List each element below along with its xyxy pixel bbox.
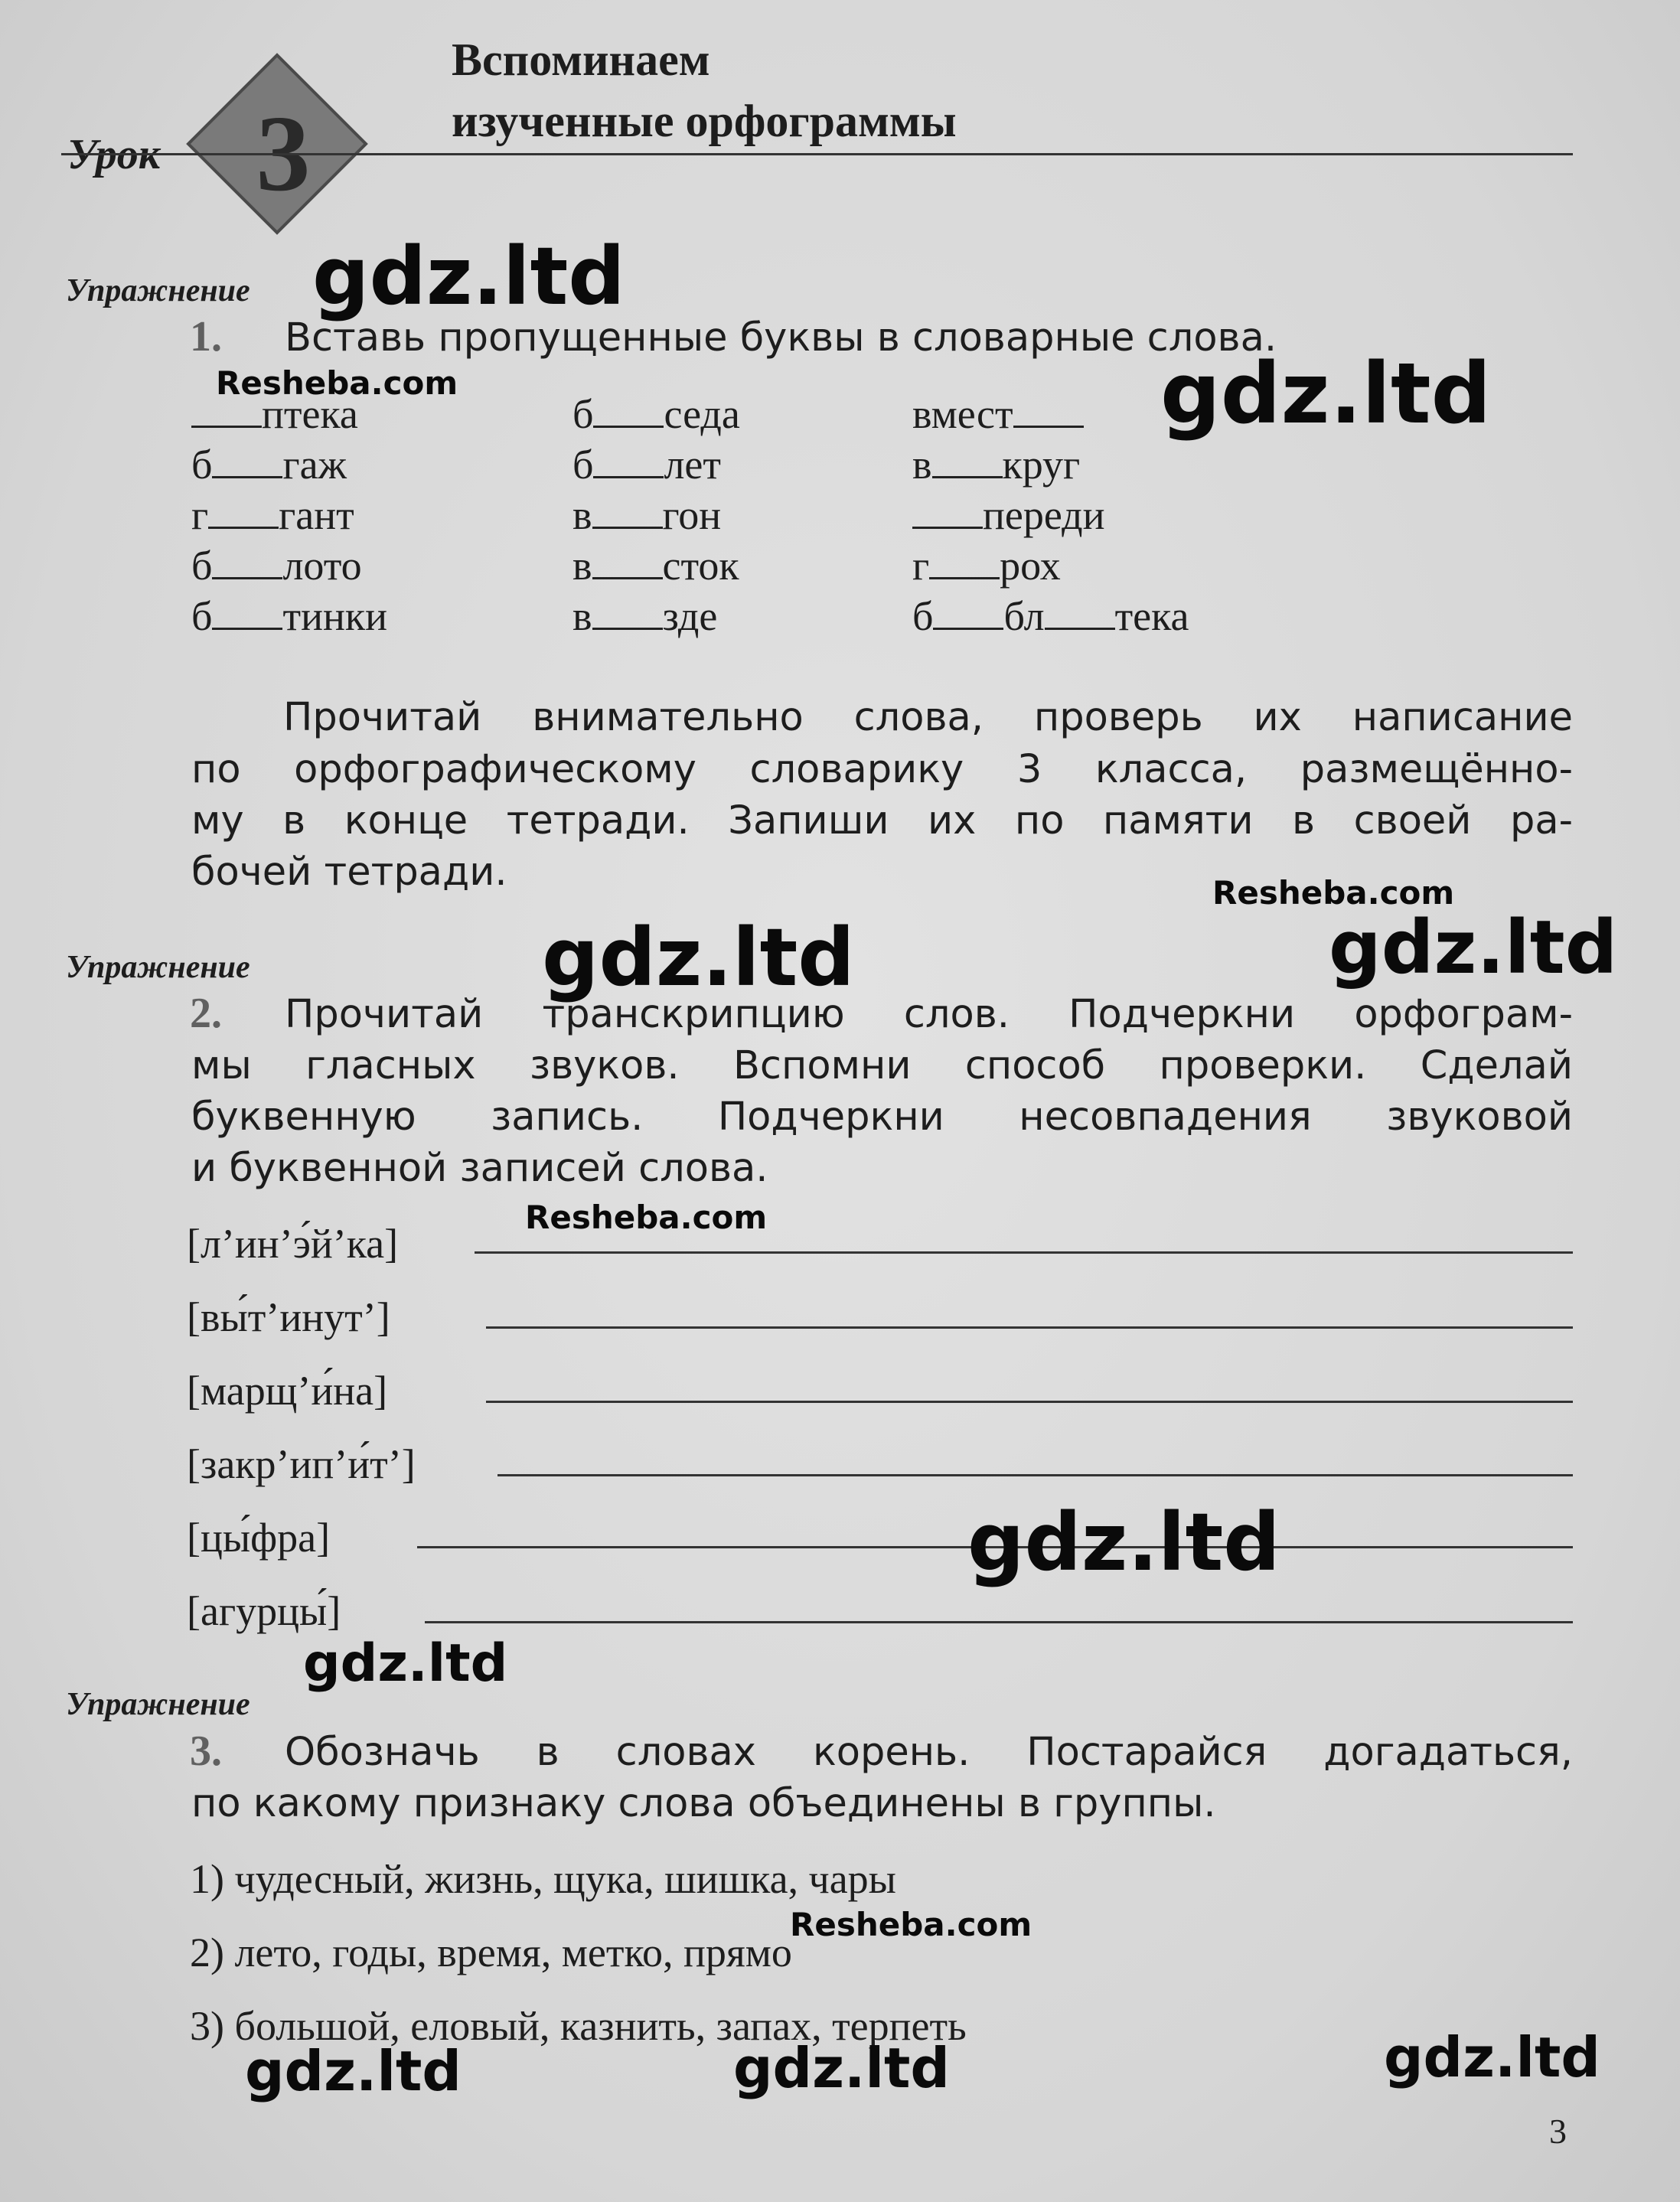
- missing-letter-blank[interactable]: [212, 623, 282, 630]
- missing-letter-blank[interactable]: [191, 421, 262, 428]
- dictionary-word: вмест: [912, 390, 1084, 438]
- watermark-gdz: gdz.ltd: [1160, 344, 1492, 442]
- watermark-resheba: Resheba.com: [790, 1906, 1032, 1943]
- missing-letter-blank[interactable]: [933, 623, 1003, 630]
- exercise3-line2: по какому признаку слова объединены в группы.: [191, 1781, 1216, 1826]
- page-title-line1: Вспоминаем: [452, 34, 710, 85]
- missing-letter-blank[interactable]: [932, 471, 1003, 478]
- watermark-gdz: gdz.ltd: [245, 2039, 462, 2103]
- answer-line-2[interactable]: [486, 1326, 1573, 1329]
- dictionary-word: в сток: [573, 543, 739, 589]
- dictionary-word: птека: [191, 390, 358, 438]
- exercise2-line1: Прочитай транскрипцию слов. Подчеркни орфограм-: [285, 992, 1573, 1037]
- watermark-gdz: gdz.ltd: [733, 2036, 950, 2100]
- transcription-2: [вы́т’инут’]: [187, 1294, 390, 1340]
- transcription-5: [цы́фра]: [187, 1515, 331, 1561]
- answer-line-6[interactable]: [425, 1621, 1573, 1623]
- page-number: 3: [1549, 2112, 1567, 2151]
- lesson-number: 3: [256, 93, 311, 214]
- transcription-6: [агурцы́]: [187, 1588, 341, 1634]
- exercise-number-3: 3.: [190, 1727, 222, 1775]
- watermark-gdz: gdz.ltd: [312, 230, 625, 323]
- dictionary-word: б тинки: [191, 593, 388, 639]
- group-2: 2) лето, годы, время, метко, прямо: [190, 1930, 792, 1975]
- answer-line-4[interactable]: [497, 1474, 1573, 1476]
- exercise-number-1: 1.: [190, 313, 222, 360]
- missing-letter-blank[interactable]: [593, 421, 664, 428]
- exercise-label-3: Упражнение: [66, 1687, 250, 1722]
- answer-line-1[interactable]: [475, 1251, 1573, 1254]
- missing-letter-blank[interactable]: [593, 471, 664, 478]
- group-1: 1) чудесный, жизнь, щука, шишка, чары: [190, 1856, 896, 1902]
- watermark-resheba: Resheba.com: [1212, 874, 1455, 912]
- missing-letter-blank[interactable]: [592, 623, 663, 630]
- missing-letter-blank[interactable]: [1045, 623, 1115, 630]
- dictionary-word: переди: [912, 491, 1105, 539]
- dictionary-word: в гон: [573, 492, 722, 538]
- watermark-resheba: Resheba.com: [216, 364, 458, 402]
- watermark-resheba: Resheba.com: [525, 1199, 768, 1236]
- exercise-label-2: Упражнение: [66, 950, 250, 985]
- missing-letter-blank[interactable]: [1013, 421, 1084, 428]
- dictionary-word: б лото: [191, 543, 362, 589]
- transcription-1: [л’ин’э́й’ка]: [187, 1221, 399, 1267]
- dictionary-word: г рох: [912, 543, 1061, 589]
- dictionary-word: б гаж: [191, 442, 347, 488]
- dictionary-word: б бл тека: [912, 593, 1189, 639]
- dictionary-word: б седа: [573, 391, 740, 437]
- exercise3-line1: Обозначь в словах корень. Постарайся догадаться,: [285, 1730, 1573, 1775]
- group-3: 3) большой, еловый, казнить, запах, терпеть: [190, 2003, 967, 2049]
- exercise-number-2: 2.: [190, 990, 222, 1037]
- transcription-3: [марщ’и́на]: [187, 1368, 388, 1414]
- exercise1-paragraph-line1: Прочитай внимательно слова, проверь их написание: [283, 695, 1573, 740]
- missing-letter-blank[interactable]: [929, 573, 1000, 579]
- title-underline: [61, 153, 1573, 155]
- watermark-gdz: gdz.ltd: [967, 1496, 1280, 1589]
- exercise2-line3: буквенную запись. Подчеркни несовпадения звуковой: [191, 1094, 1573, 1140]
- missing-letter-blank[interactable]: [208, 522, 279, 529]
- transcription-4: [закр’ип’и́т’]: [187, 1441, 416, 1487]
- missing-letter-blank[interactable]: [212, 573, 282, 579]
- exercise1-paragraph-line4: бочей тетради.: [191, 850, 507, 895]
- missing-letter-blank[interactable]: [592, 522, 663, 529]
- exercise2-line2: мы гласных звуков. Вспомни способ проверки. Сделай: [191, 1043, 1573, 1088]
- answer-line-3[interactable]: [486, 1401, 1573, 1403]
- missing-letter-blank[interactable]: [912, 522, 983, 529]
- exercise2-line4: и буквенной записей слова.: [191, 1146, 768, 1191]
- dictionary-word: г гант: [191, 492, 354, 538]
- missing-letter-blank[interactable]: [212, 471, 282, 478]
- watermark-gdz: gdz.ltd: [1384, 2025, 1600, 2089]
- dictionary-word: б лет: [573, 442, 721, 488]
- watermark-gdz: gdz.ltd: [542, 911, 855, 1004]
- missing-letter-blank[interactable]: [592, 573, 663, 579]
- exercise1-instruction: Вставь пропущенные буквы в словарные слова.: [285, 315, 1277, 360]
- exercise1-paragraph-line2: по орфографическому словарику 3 класса, размещённо-: [191, 747, 1573, 792]
- page-title-line2: изученные орфограммы: [452, 96, 957, 146]
- lesson-label: Урок: [67, 131, 161, 178]
- exercise1-paragraph-line3: му в конце тетради. Запиши их по памяти в своей ра-: [191, 798, 1573, 843]
- watermark-gdz: gdz.ltd: [303, 1633, 508, 1694]
- dictionary-word: в зде: [573, 593, 718, 639]
- dictionary-word: в круг: [912, 442, 1081, 488]
- exercise-label-1: Упражнение: [66, 273, 250, 308]
- watermark-gdz: gdz.ltd: [1329, 905, 1618, 990]
